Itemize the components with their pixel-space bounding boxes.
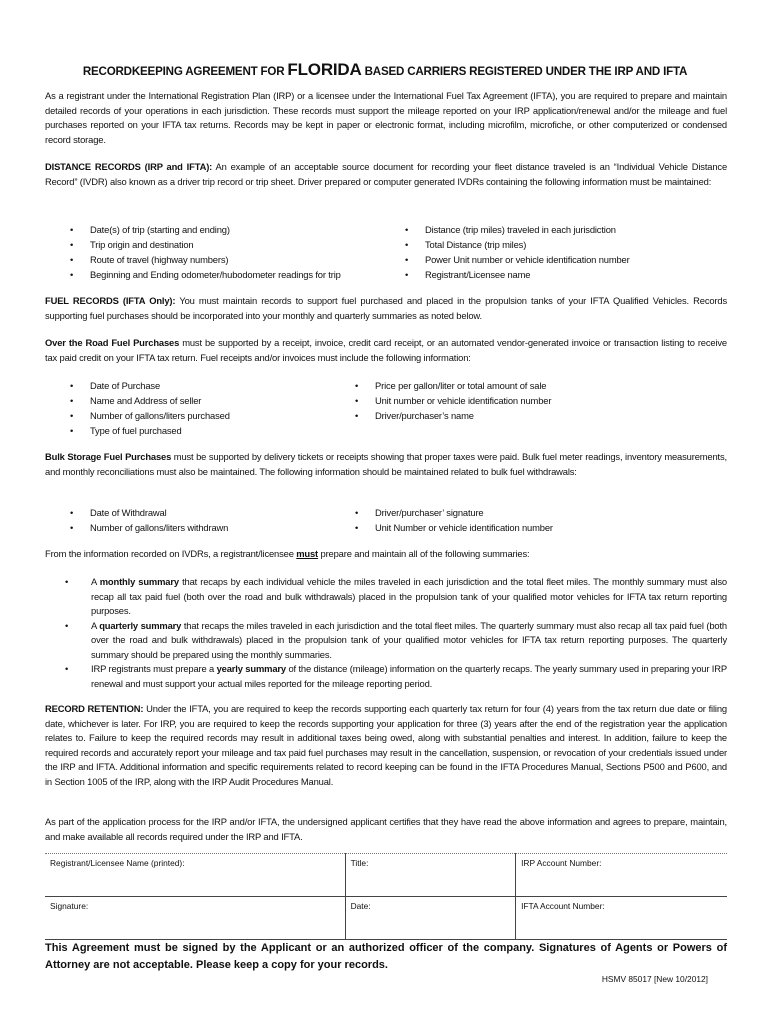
record-retention-paragraph: RECORD RETENTION: Under the IFTA, you are required to keep the records supporting each quarterly tax return for four (4) years from the tax return due date or filing date, whichever is later. For IRP, you are required to keep the records supporting your application for three (3) years after the end of the registration year the application relates to. Failure to keep the required records may result in additional taxes being owed, along with substantial penalties and interest. In addition, failure to keep the required records and accurately report your mileage and tax paid fuel purchases may result in the cancellation, suspension, or revocation of your credentials issued under the IRP and IFTA. Additional information and specific requirements related to record keeping can be found in the IFTA Procedures Manual, Sections P500 and P600, and in Section 1005 of the IRP, along with the IRP Audit Procedures Manual. — [45, 703, 727, 787]
form-number: HSMV 85017 [New 10/2012] — [601, 974, 708, 984]
list-item: • Date(s) of trip (starting and ending) — [70, 222, 341, 237]
list-item: • Power Unit number or vehicle identification number — [405, 252, 630, 267]
road-list-right — [355, 378, 551, 423]
certification-paragraph: As part of the application process for the IRP and/or IFTA, the undersigned applicant certifies that they have read the above information and agrees to prepare, maintain, and make available all records required under the IRP and IFTA. — [45, 816, 727, 842]
list-item: • Unit Number or vehicle identification number — [355, 520, 553, 535]
list-item: • Unit number or vehicle identification number — [355, 393, 551, 408]
state-name: FLORIDA — [287, 60, 362, 79]
signature-field[interactable]: Signature: — [45, 897, 345, 940]
bulk-list-left — [70, 505, 228, 535]
list-item: • Type of fuel purchased — [70, 423, 230, 438]
list-item: • Driver/purchaser’ signature — [355, 505, 553, 520]
ifta-account-field[interactable]: IFTA Account Number: — [516, 897, 727, 940]
list-item: • Number of gallons/liters purchased — [70, 408, 230, 423]
name-field[interactable]: Registrant/Licensee Name (printed): — [45, 854, 345, 897]
signature-notice: This Agreement must be signed by the Applicant or an authorized officer of the company. Signatures of Agents or Powers of Attorney are not acceptable. Please keep a copy for your records. — [45, 942, 727, 971]
distance-records-paragraph: DISTANCE RECORDS (IRP and IFTA): An example of an acceptable source document for recording your fleet distance traveled is an “Individual Vehicle Distance Record” (IVDR) also known as a driver trip record or trip sheet. Driver prepared or computer generated IVDRs containing the following information must be maintained: — [45, 161, 728, 187]
title-field[interactable]: Title: — [345, 854, 516, 897]
list-item-yearly: • IRP registrants must prepare a yearly summary of the distance (mileage) information on the quarterly recaps. The yearly summary used in preparing your IRP renewal and must support your actual miles reported for the mileage reporting period. — [65, 662, 727, 691]
list-item-quarterly: • A quarterly summary that recaps the miles traveled in each jurisdiction and the total fleet miles. The quarterly summary must also recap all tax paid fuel (both over the road and bulk withdrawals) placed in the propulsion tank of your qualified motor vehicles for IFTA tax return reporting purposes. The quarterly summary should be prepared using the monthly summaries. — [65, 619, 727, 663]
list-item: • Trip origin and destination — [70, 237, 341, 252]
road-fuel-paragraph: Over the Road Fuel Purchases must be supported by a receipt, invoice, credit card receipt, or an automated vendor-generated invoice or transaction listing to receive tax paid credit on your IFTA tax return. Fuel receipts and/or invoices must include the following information: — [45, 337, 727, 363]
irp-account-field[interactable]: IRP Account Number: — [516, 854, 727, 897]
list-item: • Name and Address of seller — [70, 393, 230, 408]
intro-paragraph: As a registrant under the International Registration Plan (IRP) or a licensee under the International Fuel Tax Agreement (IFTA), you are required to prepare and maintain detailed records of your operations in each jurisdiction. These records must support the mileage reported on your IRP application/renewal and/or the mileage and fuel purchases reported on your IFTA tax returns. Records may be kept in paper or electronic format, including microfilm, microfiche, or other computerized or condensed record storage. — [45, 90, 727, 145]
bulk-list-right — [355, 505, 553, 535]
list-item: • Driver/purchaser’s name — [355, 408, 551, 423]
list-item: • Date of Withdrawal — [70, 505, 228, 520]
bulk-fuel-paragraph: Bulk Storage Fuel Purchases must be supported by delivery tickets or receipts showing that proper taxes were paid. Bulk fuel meter readings, inventory measurements, and monthly reconciliations must also be maintained. The following information should be maintained related to bulk fuel withdrawals: — [45, 451, 727, 477]
list-item: • Price per gallon/liter or total amount of sale — [355, 378, 551, 393]
list-item: • Distance (trip miles) traveled in each jurisdiction — [405, 222, 630, 237]
date-field[interactable]: Date: — [345, 897, 516, 940]
fuel-records-paragraph: FUEL RECORDS (IFTA Only): You must maintain records to support fuel purchased and placed in the propulsion tanks of your IFTA Qualified Vehicles. Records supporting fuel purchases should be incorporated into your monthly and quarterly summaries as noted below. — [45, 295, 727, 321]
road-list-left — [70, 378, 230, 438]
signature-form — [45, 853, 727, 940]
list-item: • Beginning and Ending odometer/hubodometer readings for trip — [70, 267, 341, 282]
list-item-monthly: • A monthly summary that recaps by each individual vehicle the miles traveled in each jurisdiction and the total fleet miles. The monthly summary must also recap all tax paid fuel (both over the road and bulk withdrawals) placed in the propulsion tank of your qualified motor vehicles for IFTA tax return reporting purposes. — [65, 575, 727, 619]
list-item: • Date of Purchase — [70, 378, 230, 393]
distance-list-left — [70, 222, 341, 282]
page-title: RECORDKEEPING AGREEMENT FOR FLORIDA BASED CARRIERS REGISTERED UNDER THE IRP AND IFTA — [82, 60, 688, 79]
summaries-list — [65, 575, 727, 691]
list-item: • Registrant/Licensee name — [405, 267, 630, 282]
list-item: • Route of travel (highway numbers) — [70, 252, 341, 267]
distance-list-right — [405, 222, 630, 282]
list-item: • Total Distance (trip miles) — [405, 237, 630, 252]
list-item: • Number of gallons/liters withdrawn — [70, 520, 228, 535]
summaries-intro: From the information recorded on IVDRs, a registrant/licensee must prepare and maintain all of the following summaries: — [45, 548, 530, 559]
